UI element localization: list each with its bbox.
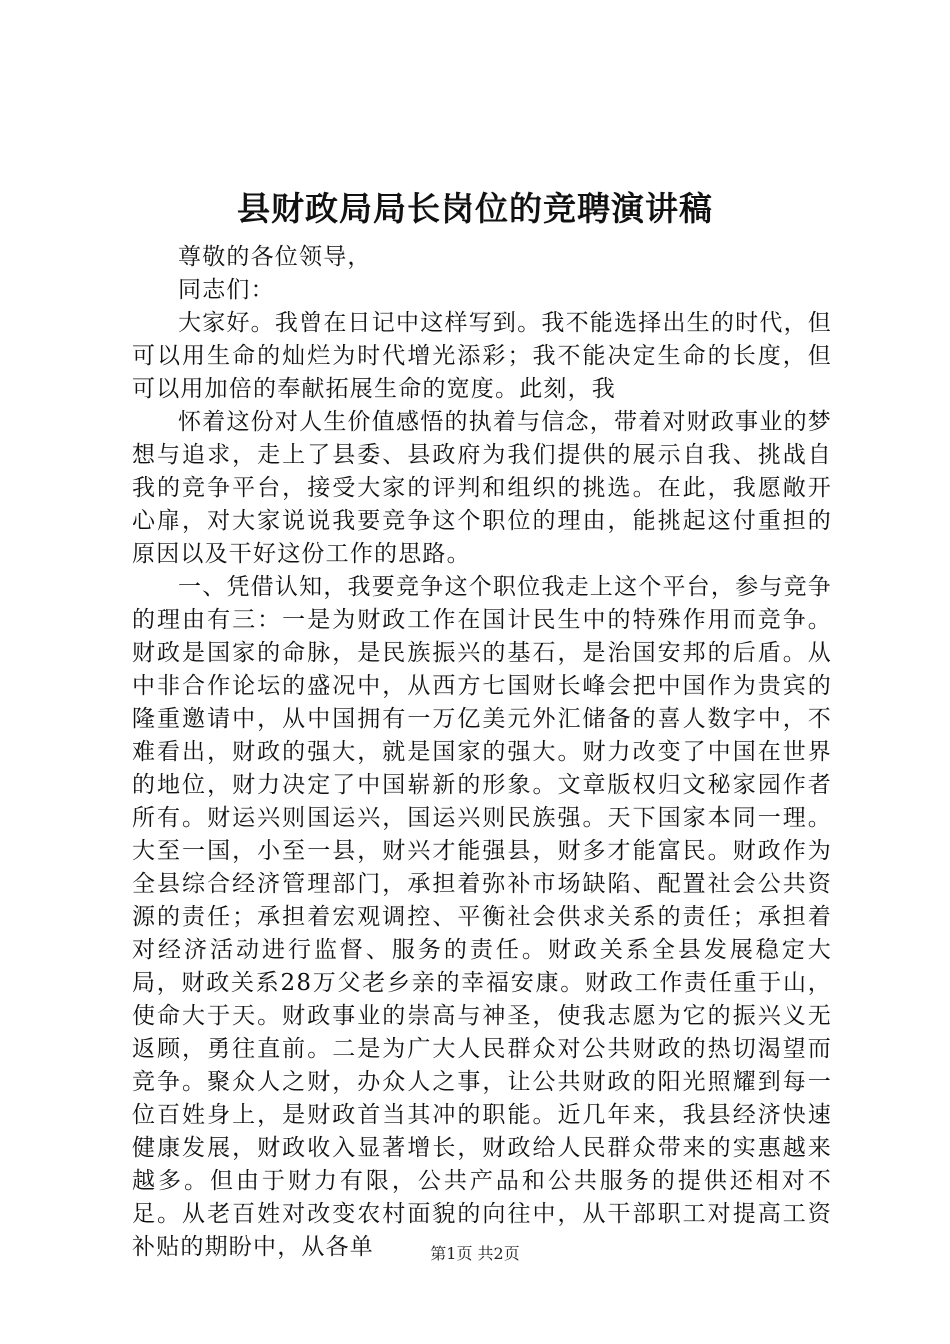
paragraph-motivation: 怀着这份对人生价值感悟的执着与信念，带着对财政事业的梦想与追求，走上了县委、县政府为我们提供的展示自我、挑战自我的竞争平台，接受大家的评判和组织的挑选。在此，我愿敞开心扉，对大家说说我要竞争这个职位的理由，能挑起这付重担的原因以及干好这份工作的思路。 (132, 409, 832, 567)
page-number-footer: 第1页 共2页 (430, 1244, 520, 1263)
paragraph-opening: 大家好。我曾在日记中这样写到。我不能选择出生的时代，但可以用生命的灿烂为时代增光添彩；我不能决定生命的长度，但可以用加倍的奉献拓展生命的宽度。此刻，我 (132, 310, 832, 402)
paragraph-salutation: 尊敬的各位领导， (178, 244, 372, 270)
paragraph-reasons: 一、凭借认知，我要竞争这个职位我走上这个平台，参与竞争的理由有三：一是为财政工作在国计民生中的特殊作用而竞争。财政是国家的命脉，是民族振兴的基石，是治国安邦的后盾。从中非合作论坛的盛况中，从西方七国财长峰会把中国作为贵宾的隆重邀请中，从中国拥有一万亿美元外汇储备的喜人数字中，不难看出，财政的强大，就是国家的强大。财力改变了中国在世界的地位，财力决定了中国崭新的形象。文章版权归文秘家园作者所有。财运兴则国运兴，国运兴则民族强。天下国家本同一理。大至一国，小至一县，财兴才能强县，财多才能富民。财政作为全县综合经济管理部门，承担着弥补市场缺陷、配置社会公共资源的责任；承担着宏观调控、平衡社会供求关系的责任；承担着对经济活动进行监督、服务的责任。财政关系全县发展稳定大局，财政关系28万父老乡亲的幸福安康。财政工作责任重于山，使命大于天。财政事业的崇高与神圣，使我志愿为它的振兴义无返顾，勇往直前。二是为广大人民群众对公共财政的热切渴望而竞争。聚众人之财，办众人之事，让公共财政的阳光照耀到每一位百姓身上，是财政首当其冲的职能。近几年来，我县经济快速健康发展，财政收入显著增长，财政给人民群众带来的实惠越来越多。但由于财力有限，公共产品和公共服务的提供还相对不足。从老百姓对改变农村面貌的向往中，从干部职工对提高工资补贴的期盼中，从各单 (132, 574, 832, 1260)
document-body (132, 241, 832, 1264)
paragraph-greeting: 同志们： (178, 277, 275, 303)
document-title: 县财政局局长岗位的竞聘演讲稿 (237, 189, 713, 228)
